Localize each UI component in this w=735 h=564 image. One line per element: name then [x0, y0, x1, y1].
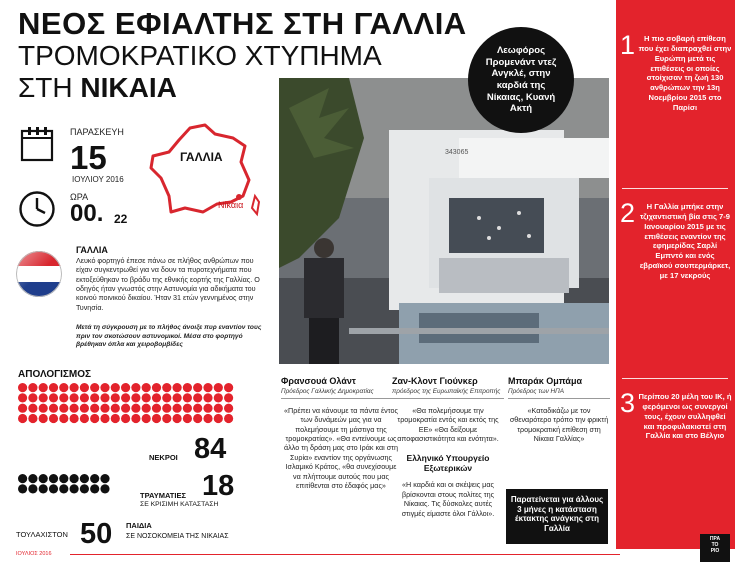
children-sub: ΣΕ ΝΟΣΟΚΟΜΕΙΑ ΤΗΣ ΝΙΚΑΙΑΣ — [126, 533, 229, 540]
dead-dot — [121, 404, 130, 413]
dead-dot — [49, 393, 58, 402]
injured-dot — [90, 484, 99, 493]
map-city-label: Νίκαια — [218, 200, 244, 210]
dead-dot — [131, 383, 140, 392]
date-day: 15 — [70, 139, 107, 176]
injured-dot — [39, 484, 48, 493]
injured-dot — [49, 484, 58, 493]
dead-dot — [162, 383, 171, 392]
quote-text: «Πρέπει να κάνουμε τα πάντα έντος των δυνάμεών μας για να πολεμήσουμε τη μάστιγα της τρομοκρατίας». «Θα εντείνουμε ως άλλο τη δράση μας στο Ιράκ και στη Συρία» εναντίον της οργάνωσης Ισλαμικό Κράτος, «θα συνεχίσουμε να πλήττουμε αυτούς που μας επιτίθενται στο έδαφός μας» — [283, 406, 399, 490]
dead-dot — [80, 383, 89, 392]
injured-dot — [18, 474, 27, 483]
injured-dot — [70, 484, 79, 493]
dead-dot — [100, 414, 109, 423]
dead-dot — [214, 414, 223, 423]
dead-dot — [121, 414, 130, 423]
atleast-label: ΤΟΥΛΑΧΙΣΤΟΝ — [16, 530, 68, 539]
date-weekday: ΠΑΡΑΣΚΕΥΗ — [70, 127, 124, 137]
injured-dot — [100, 484, 109, 493]
dead-dot — [28, 404, 37, 413]
dead-dot — [121, 393, 130, 402]
dead-dot — [142, 383, 151, 392]
quote-name: Φρανσουά Ολάντ — [281, 376, 356, 386]
quote-role: Πρόεδρος των ΗΠΑ — [508, 388, 610, 399]
fact-divider — [622, 188, 728, 189]
time-minutes: 22 — [114, 212, 128, 226]
dead-dot — [203, 404, 212, 413]
dead-dot — [162, 404, 171, 413]
truck-number: 343065 — [445, 149, 469, 156]
dead-dot — [131, 404, 140, 413]
location-badge: Λεωφόρος Προμενάντ ντεζ Ανγκλέ, στην καρδιά της Νίκαιας, Κυανή Ακτή — [468, 27, 574, 133]
fact-2-text: Η Γαλλία μπήκε στην τζιχαντιστική βία στις 7-9 Ιανουαρίου 2015 με τις επιθέσεις εναντίον της εφημερίδας Σαρλί Εμπντό και ενός εβραϊκού σουπερμάρκετ, με 17 νεκρούς — [639, 202, 731, 281]
dead-dot — [111, 383, 120, 392]
dead-dot — [70, 404, 79, 413]
info-note: Μετά τη σύγκρουση με το πλήθος άνοιξε πυρ εναντίον τους πριν τον σκοτώσουν αστυνομικοί. Μέσα στο φορτηγό βρέθηκαν όπλα και χειροβομβίδες — [76, 324, 262, 349]
dead-dot — [39, 414, 48, 423]
time-label: ΩΡΑ — [70, 192, 89, 202]
dead-dot — [90, 414, 99, 423]
dead-dot — [121, 383, 130, 392]
dead-dot — [39, 383, 48, 392]
dead-dot — [28, 414, 37, 423]
children-count: 50 — [80, 518, 113, 550]
dead-dot — [70, 414, 79, 423]
footer-date: ΙΟΥΛΙΟΣ 2016 — [16, 551, 52, 557]
dead-dot — [214, 383, 223, 392]
dead-dot — [152, 393, 161, 402]
injured-dot — [49, 474, 58, 483]
headline-line-3-prefix: ΣΤΗ — [18, 72, 81, 103]
dead-dot — [183, 383, 192, 392]
dead-dot — [49, 414, 58, 423]
dead-dot — [152, 414, 161, 423]
critical-label: ΣΕ ΚΡΙΣΙΜΗ ΚΑΤΑΣΤΑΣΗ — [140, 501, 219, 508]
emergency-alert: Παρατείνεται για άλλους 3 μήνες η κατάσταση έκτακτης ανάγκης στη Γαλλία — [506, 489, 608, 544]
dead-dot — [193, 404, 202, 413]
dead-dot — [18, 414, 27, 423]
fact-divider — [622, 378, 728, 379]
dead-dot — [111, 414, 120, 423]
injured-dot — [18, 484, 27, 493]
dead-dots — [18, 383, 236, 438]
map-country-label: ΓΑΛΛΙΑ — [180, 150, 223, 164]
dead-dot — [111, 404, 120, 413]
injured-dot — [90, 474, 99, 483]
clock-icon — [18, 190, 56, 228]
injured-dot — [70, 474, 79, 483]
quote-text: «Θα πολεμήσουμε την τρομοκρατία εντός και εκτός της ΕΕ» «Θα δείξουμε αποφασιστικότητα και ενότητα». — [397, 406, 499, 444]
quote-text: «Καταδικάζω με τον σθεναρότερο τρόπο την φρικτή τρομοκρατική επίθεση στη Νίκαια Γαλλίας» — [509, 406, 609, 444]
dead-dot — [39, 404, 48, 413]
dead-dot — [100, 383, 109, 392]
dead-dot — [214, 393, 223, 402]
dead-dot — [131, 414, 140, 423]
fact-3-number: 3 — [620, 388, 636, 418]
dead-dot — [183, 414, 192, 423]
dead-dot — [49, 383, 58, 392]
dead-dot — [18, 383, 27, 392]
dead-dot — [152, 404, 161, 413]
dead-label: ΝΕΚΡΟΙ — [149, 453, 178, 462]
dead-dot — [203, 393, 212, 402]
dead-dot — [111, 393, 120, 402]
dead-dot — [80, 404, 89, 413]
dead-dot — [162, 414, 171, 423]
dead-dot — [100, 404, 109, 413]
gov-heading: Ελληνικό Υπουργείο Εξωτερικών — [406, 453, 490, 474]
dead-dot — [100, 393, 109, 402]
dead-dot — [90, 393, 99, 402]
info-heading: ΓΑΛΛΙΑ — [76, 245, 108, 255]
dead-dot — [173, 414, 182, 423]
dead-dot — [49, 404, 58, 413]
dead-dot — [173, 404, 182, 413]
dead-dot — [162, 393, 171, 402]
headline-line-2: ΤΡΟΜΟΚΡΑΤΙΚΟ ΧΤΥΠΗΜΑ — [18, 40, 382, 71]
dead-dot — [90, 383, 99, 392]
publisher-logo — [700, 534, 730, 562]
dead-dot — [224, 383, 233, 392]
injured-dot — [59, 474, 68, 483]
quote-name: Μπαράκ Ομπάμα — [508, 376, 583, 386]
dead-dot — [59, 393, 68, 402]
quote-obama — [508, 376, 610, 443]
dead-dot — [142, 393, 151, 402]
dead-dot — [203, 383, 212, 392]
dead-dot — [203, 414, 212, 423]
attack-scene-photo — [279, 78, 609, 364]
publisher-logo-line: ΠΡΑ — [709, 536, 721, 542]
dead-dot — [142, 404, 151, 413]
headline-line-3 — [18, 72, 177, 104]
injured-dot — [39, 474, 48, 483]
time-hour: 00. — [70, 200, 104, 227]
publisher-logo-line: ΤΟ — [711, 541, 719, 548]
dead-dot — [224, 393, 233, 402]
dead-dot — [28, 383, 37, 392]
dead-dot — [39, 393, 48, 402]
dead-dot — [80, 414, 89, 423]
quote-hollande — [281, 376, 401, 490]
injured-dot — [80, 474, 89, 483]
dead-dot — [90, 404, 99, 413]
dead-dot — [142, 414, 151, 423]
dead-dot — [152, 383, 161, 392]
dead-dot — [173, 383, 182, 392]
injured-dot — [59, 484, 68, 493]
france-map — [145, 122, 265, 222]
flag-icon — [16, 251, 62, 297]
children-label: ΠΑΙΔΙΑ — [126, 521, 152, 530]
headline-city: ΝΙΚΑΙΑ — [80, 72, 177, 103]
tally-heading: ΑΠΟΛΟΓΙΣΜΟΣ — [18, 369, 92, 380]
dead-dot — [59, 414, 68, 423]
dead-dot — [80, 393, 89, 402]
facts-column — [616, 0, 735, 549]
dead-dot — [173, 393, 182, 402]
dead-dot — [131, 393, 140, 402]
dead-dot — [28, 393, 37, 402]
dead-dot — [224, 404, 233, 413]
date-month-year: ΙΟΥΛΙΟΥ 2016 — [72, 175, 124, 184]
quote-role: πρόεδρος της Ευρωπαϊκής Επιτροπής — [392, 388, 504, 399]
gov-text: «Η καρδιά και οι σκέψεις μας βρίσκονται στους πολίτες της Νίκαιας. Τις δύσκολες αυτές στιγμές είμαστε όλοι Γάλλοι». — [401, 480, 495, 518]
injured-dot — [80, 484, 89, 493]
dead-dot — [70, 383, 79, 392]
quote-juncker — [392, 376, 504, 518]
dead-dot — [193, 414, 202, 423]
injured-dot — [28, 484, 37, 493]
fact-1-text: Η πιο σοβαρή επίθεση που έχει διαπραχθεί στην Ευρώπη μετά τις επιθέσεις οι οποίες στοίχισαν τη ζωή 130 ανθρώπων την 13η Νοεμβρίου 2015 στο Παρίσι — [638, 34, 732, 113]
calendar-icon — [20, 126, 54, 162]
quote-name: Ζαν-Κλοντ Γιούνκερ — [392, 376, 478, 386]
injured-count: 18 — [202, 470, 235, 502]
fact-3-text: Περίπου 20 μέλη του ΙΚ, ή φερόμενοι ως συνεργοί τους, έχουν συλληφθεί και προφυλακιστεί στη Γαλλία και στο Βέλγιο — [638, 392, 732, 441]
dead-dot — [193, 383, 202, 392]
dead-dot — [214, 404, 223, 413]
dead-dot — [59, 383, 68, 392]
footer-line — [70, 554, 620, 555]
dead-dot — [59, 404, 68, 413]
injured-dot — [28, 474, 37, 483]
injured-label: ΤΡΑΥΜΑΤΙΕΣ — [140, 491, 186, 500]
fact-1-number: 1 — [620, 30, 636, 60]
dead-dot — [224, 414, 233, 423]
publisher-logo-line: ΡΙΟ — [710, 547, 720, 554]
injured-dot — [100, 474, 109, 483]
dead-dot — [183, 404, 192, 413]
fact-2-number: 2 — [620, 198, 636, 228]
dead-count: 84 — [194, 433, 227, 465]
dead-dot — [193, 393, 202, 402]
headline-line-1: ΝΕΟΣ ΕΦΙΑΛΤΗΣ ΣΤΗ ΓΑΛΛΙΑ — [18, 6, 467, 41]
dead-dot — [18, 404, 27, 413]
dead-dot — [18, 393, 27, 402]
info-body: Λευκό φορτηγό έπεσε πάνω σε πλήθος ανθρώπων που είχαν συγκεντρωθεί για να δουν τα πυροτεχνήματα που εκτοξεύθηκαν το βράδυ της εθνικής εορτής της Γαλλίας. Ο οδηγός ήταν γνωστός στην Αστυνομία για αδικήματα του κοινού ποινικού δικαίου. Ήταν 31 ετών γεννημένος στην Τυνησία. — [76, 256, 260, 312]
quote-role: Πρόεδρος Γαλλικής Δημοκρατίας — [281, 388, 401, 399]
dead-dot — [70, 393, 79, 402]
dead-dot — [183, 393, 192, 402]
